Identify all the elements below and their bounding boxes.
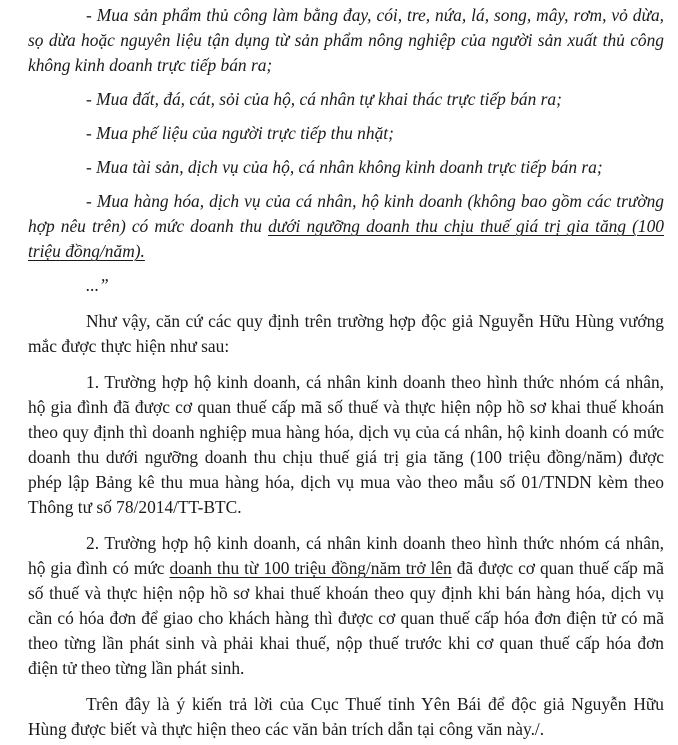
quoted-item-goods-services-text: - Mua hàng hóa, dịch vụ của cá nhân, hộ kinh doanh (không bao gồm các trường hợp nêu trên) có mức doanh thu xyxy=(28,191,664,236)
quote-ellipsis: ...” xyxy=(86,275,109,295)
case-1-paragraph: 1. Trường hợp hộ kinh doanh, cá nhân kinh doanh theo hình thức nhóm cá nhân, hộ gia đình đã được cơ quan thuế cấp mã số thuế và thực hiện nộp hồ sơ khai thuế khoán theo quy định thì doanh nghiệp mua hàng hóa, dịch vụ của cá nhân, hộ kinh doanh có mức doanh thu dưới ngưỡng doanh thu chịu thuế giá trị gia tăng (100 triệu đồng/năm) được phép lập Bảng kê thu mua hàng hóa, dịch vụ mua vào theo mẫu số 01/TNDN kèm theo Thông tư số 78/2014/TT-BTC. xyxy=(28,372,664,517)
conclusion-intro-paragraph: Như vậy, căn cứ các quy định trên trường hợp độc giả Nguyễn Hữu Hùng vướng mắc được thực hiện như sau: xyxy=(28,311,664,356)
case-2-paragraph xyxy=(28,531,664,681)
case-2-text-end: đã được cơ quan thuế cấp mã số thuế và thực hiện nộp hồ sơ khai thuế khoán theo quy định khi bán hàng hóa, dịch vụ cần có hóa đơn để giao cho khách hàng thì được cơ quan thuế cấp hóa đơn điện tử có mã theo từng lần phát sinh và phải khai thuế, nộp thuế trước khi cơ quan thuế cấp hóa đơn điện tử theo từng lần phát sinh. xyxy=(28,558,664,678)
closing-paragraph: Trên đây là ý kiến trả lời của Cục Thuế tỉnh Yên Bái để độc giả Nguyễn Hữu Hùng được biết và thực hiện theo các văn bản trích dẫn tại công văn này./. xyxy=(28,694,664,739)
underlined-revenue-text: doanh thu từ 100 triệu đồng/năm trở lên xyxy=(169,558,452,578)
quoted-item-soil-stone: - Mua đất, đá, cát, sỏi của hộ, cá nhân tự khai thác trực tiếp bán ra; xyxy=(86,89,562,109)
case-2-text-start: 2. Trường hợp hộ kinh doanh, cá nhân kinh doanh theo hình thức nhóm cá nhân, hộ gia đình có mức xyxy=(28,533,664,578)
underlined-threshold-text: dưới ngưỡng doanh thu chịu thuế giá trị gia tăng (100 triệu đồng/năm). xyxy=(28,216,664,261)
quoted-item-assets: - Mua tài sản, dịch vụ của hộ, cá nhân không kinh doanh trực tiếp bán ra; xyxy=(86,157,603,177)
quoted-item-goods-services xyxy=(28,189,664,264)
quoted-item-scrap: - Mua phế liệu của người trực tiếp thu nhặt; xyxy=(86,123,394,143)
quoted-item-handicraft: - Mua sản phẩm thủ công làm bằng đay, cói, tre, nứa, lá, song, mây, rơm, vỏ dừa, sọ dừa hoặc nguyên liệu tận dụng từ sản phẩm nông nghiệp của người sản xuất thủ công không kinh doanh trực tiếp bán ra; xyxy=(28,5,664,75)
